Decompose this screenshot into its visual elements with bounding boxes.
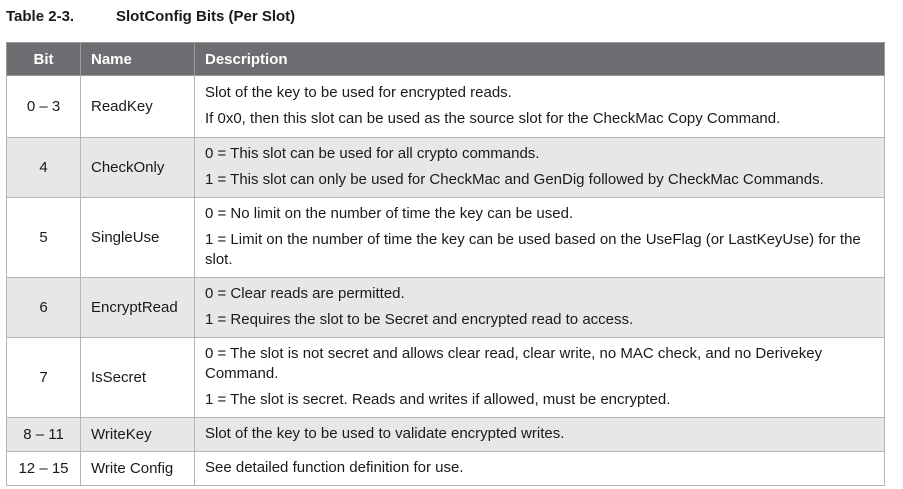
- table-row: [7, 198, 885, 278]
- description-line: See detailed function definition for use.: [205, 459, 464, 476]
- table-row: [7, 338, 885, 418]
- slotconfig-table: [6, 42, 885, 486]
- description-line: 1 = The slot is secret. Reads and writes if allowed, must be encrypted.: [205, 391, 671, 408]
- cell-bit: 4: [7, 138, 81, 198]
- cell-name: SingleUse: [81, 198, 195, 278]
- description-line: 0 = Clear reads are permitted.: [205, 285, 405, 302]
- table-row: [7, 418, 885, 452]
- description-line: If 0x0, then this slot can be used as the source slot for the CheckMac Copy Command.: [205, 110, 781, 127]
- description-line: 1 = Requires the slot to be Secret and encrypted read to access.: [205, 311, 634, 328]
- cell-bit: 6: [7, 278, 81, 338]
- description-line: 0 = This slot can be used for all crypto commands.: [205, 145, 540, 162]
- table-title: SlotConfig Bits (Per Slot): [116, 8, 296, 25]
- table-row: [7, 452, 885, 486]
- cell-name: CheckOnly: [81, 138, 195, 198]
- cell-description: [195, 278, 885, 338]
- table-row: [7, 76, 885, 138]
- cell-name: Write Config: [81, 452, 195, 486]
- cell-name: EncryptRead: [81, 278, 195, 338]
- description-line: Slot of the key to be used to validate encrypted writes.: [205, 425, 565, 442]
- table-number: Table 2-3.: [6, 8, 75, 25]
- table-row: [7, 278, 885, 338]
- description-line: 1 = Limit on the number of time the key can be used based on the UseFlag (or LastKeyUse) for the slot.: [205, 231, 861, 268]
- cell-bit: 12 – 15: [7, 452, 81, 486]
- table-row: [7, 138, 885, 198]
- header-name: Name: [81, 43, 195, 76]
- description-line: 0 = The slot is not secret and allows clear read, clear write, no MAC check, and no Derivekey Command.: [205, 345, 823, 382]
- description-line: 0 = No limit on the number of time the key can be used.: [205, 205, 574, 222]
- header-row: [7, 43, 885, 76]
- cell-bit: 5: [7, 198, 81, 278]
- cell-description: [195, 138, 885, 198]
- cell-description: [195, 418, 885, 452]
- cell-name: IsSecret: [81, 338, 195, 418]
- cell-bit: 0 – 3: [7, 76, 81, 138]
- cell-description: [195, 452, 885, 486]
- description-line: 1 = This slot can only be used for CheckMac and GenDig followed by CheckMac Commands.: [205, 171, 824, 188]
- cell-name: WriteKey: [81, 418, 195, 452]
- cell-description: [195, 338, 885, 418]
- cell-name: ReadKey: [81, 76, 195, 138]
- table-caption: [6, 8, 295, 25]
- cell-description: [195, 76, 885, 138]
- header-description: Description: [195, 43, 885, 76]
- description-line: Slot of the key to be used for encrypted reads.: [205, 84, 512, 101]
- cell-bit: 7: [7, 338, 81, 418]
- cell-description: [195, 198, 885, 278]
- header-bit: Bit: [7, 43, 81, 76]
- cell-bit: 8 – 11: [7, 418, 81, 452]
